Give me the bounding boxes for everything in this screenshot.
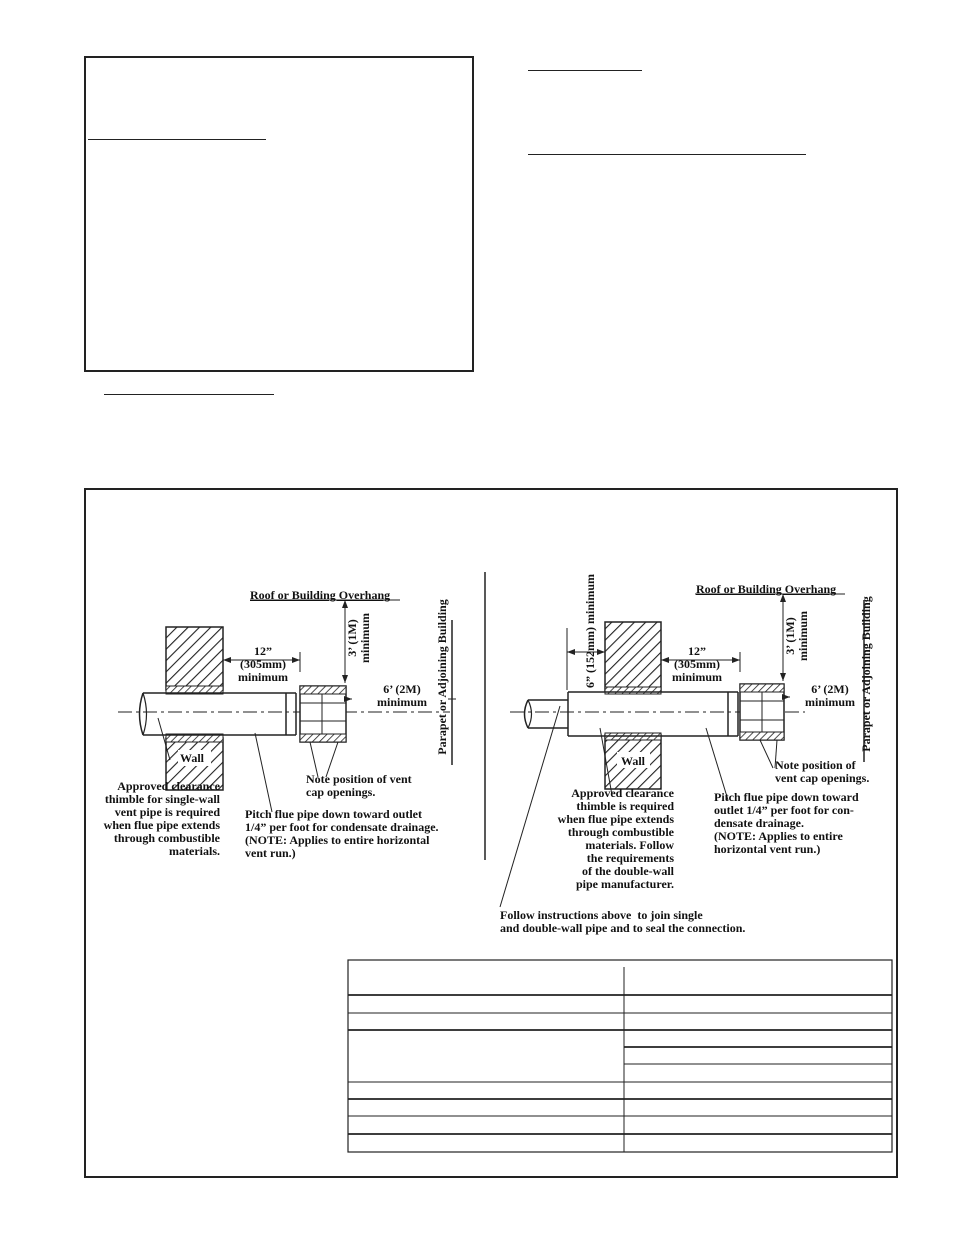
right-vent-cap-note: Note position of vent cap openings. <box>775 758 870 785</box>
left-clearance-12: 12” (305mm) minimum <box>237 644 288 684</box>
right-parapet-label: Parapet or Adjoining Building <box>859 596 873 752</box>
left-parapet-label: Parapet or Adjoining Building <box>435 599 449 755</box>
left-roof-label: Roof or Building Overhang <box>250 588 391 602</box>
left-vent-cap-note: Note position of vent cap openings. <box>306 772 412 799</box>
right-pitch-note: Pitch flue pipe down toward outlet 1/4” per foot for con- densate drainage. (NOTE: Applies to entire horizontal vent run.) <box>714 790 859 856</box>
right-clearance-3ft: 3’ (1M) minimum <box>783 611 810 662</box>
left-clearance-3ft: 3’ (1M) minimum <box>345 613 372 664</box>
right-wall-label: Wall <box>621 754 646 768</box>
left-thimble-note: Approved clearance thimble for single-wall vent pipe is required when flue pipe extends through combustible materials. <box>103 779 220 858</box>
left-pitch-note: Pitch flue pipe down toward outlet 1/4” per foot for condensate drainage. (NOTE: Applies to entire horizontal vent run.) <box>245 807 439 860</box>
right-roof-label: Roof or Building Overhang <box>696 582 837 596</box>
right-clearance-12: 12” (305mm) minimum <box>671 644 722 684</box>
right-clearance-6ft: 6’ (2M) minimum <box>804 682 855 709</box>
left-wall-label: Wall <box>180 751 205 765</box>
right-thimble-note: Approved clearance thimble is required when flue pipe extends through combustible materials. Follow the requirements of the double-wall pipe manufacturer. <box>557 786 674 891</box>
right-follow-note: Follow instructions above to join single and double-wall pipe and to seal the connection. <box>500 908 746 935</box>
right-clearance-6in: 6” (152mm) minimum <box>583 574 597 688</box>
left-clearance-6ft: 6’ (2M) minimum <box>376 682 427 709</box>
